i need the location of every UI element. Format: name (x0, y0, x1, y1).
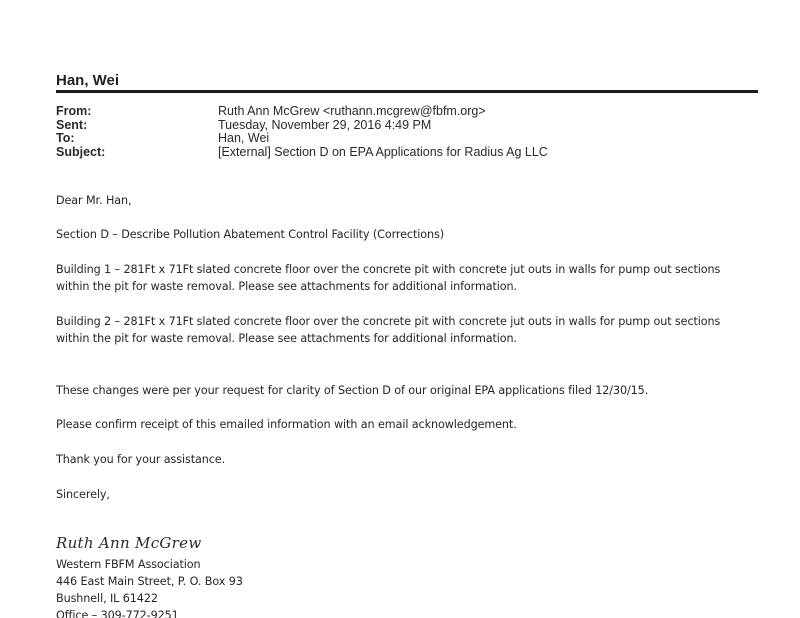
sent-label: Sent: (56, 117, 88, 132)
handwritten-signature: Ruth Ann McGrew (56, 534, 202, 552)
building-2-line-1: Building 2 – 281Ft x 71Ft slated concrete floor over the concrete pit with concrete jut outs in walls for pump out sections (56, 315, 721, 328)
building-2-paragraph (56, 313, 766, 347)
from-label: From: (56, 104, 92, 118)
sent-value: Tuesday, November 29, 2016 4:49 PM (218, 117, 432, 132)
from-value: Ruth Ann McGrew <ruthann.mcgrew@fbfm.org> (218, 104, 486, 118)
subject-value: [External] Section D on EPA Applications for Radius Ag LLC (218, 144, 548, 159)
building-1-paragraph (56, 261, 766, 295)
signature-city: Bushnell, IL 61422 (56, 592, 158, 605)
building-1-line-2: within the pit for waste removal. Please see attachments for additional information. (56, 280, 517, 293)
signature-org: Western FBFM Association (56, 558, 201, 571)
to-label: To: (56, 131, 75, 145)
header-divider (56, 90, 758, 93)
mailbox-owner-name: Han, Wei (56, 72, 120, 89)
signature-street: 446 East Main Street, P. O. Box 93 (56, 575, 243, 588)
building-1-line-1: Building 1 – 281Ft x 71Ft slated concrete floor over the concrete pit with concrete jut outs in walls for pump out sections (56, 263, 721, 276)
signature-block (56, 556, 243, 618)
greeting: Dear Mr. Han, (56, 194, 132, 207)
confirm-paragraph: Please confirm receipt of this emailed information with an email acknowledgement. (56, 418, 517, 431)
section-heading: Section D – Describe Pollution Abatement Control Facility (Corrections) (56, 228, 444, 241)
changes-paragraph: These changes were per your request for clarity of Section D of our original EPA applications filed 12/30/15. (56, 384, 649, 397)
subject-label: Subject: (56, 144, 106, 159)
signature-office-phone: Office – 309-772-9251 (56, 609, 179, 618)
thanks-paragraph: Thank you for your assistance. (56, 453, 226, 466)
closing: Sincerely, (56, 488, 110, 501)
to-value: Han, Wei (218, 131, 270, 145)
building-2-line-2: within the pit for waste removal. Please see attachments for additional information. (56, 332, 517, 345)
